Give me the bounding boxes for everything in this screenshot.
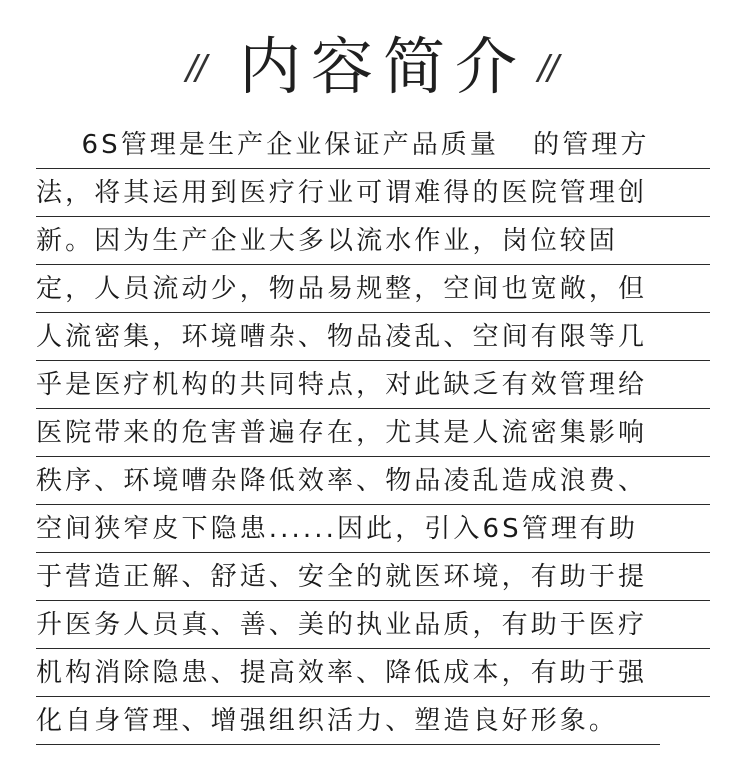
text-line: 定，人员流动少，物品易规整，空间也宽敞，但 xyxy=(36,265,710,313)
title-left-decoration: // xyxy=(186,48,205,88)
text-line: 于营造正解、舒适、安全的就医环境，有助于提 xyxy=(36,553,710,601)
text-line: 医院带来的危害普遍存在，尤其是人流密集影响 xyxy=(36,409,710,457)
page-title: 内容简介 xyxy=(238,30,527,103)
text-line: 化自身管理、增强组织活力、塑造良好形象。 xyxy=(36,697,660,745)
text-line: 机构消除隐患、提高效率、降低成本，有助于强 xyxy=(36,649,710,697)
text-line: 空间狭窄皮下隐患......因此，引入6S管理有助 xyxy=(36,505,710,553)
text-line: 法，将其运用到医疗行业可谓难得的医院管理创 xyxy=(36,169,710,217)
text-line: 秩序、环境嘈杂降低效率、物品凌乱造成浪费、 xyxy=(36,457,710,505)
text-line: 升医务人员真、善、美的执业品质，有助于医疗 xyxy=(36,601,710,649)
text-line: 6S管理是生产企业保证产品质量 的管理方 xyxy=(36,121,710,169)
text-line: 新。因为生产企业大多以流水作业，岗位较固 xyxy=(36,217,710,265)
introduction-text xyxy=(36,121,710,745)
title-right-decoration: // xyxy=(538,48,557,88)
text-line: 乎是医疗机构的共同特点，对此缺乏有效管理给 xyxy=(36,361,710,409)
text-line: 人流密集，环境嘈杂、物品凌乱、空间有限等几 xyxy=(36,313,710,361)
title-block xyxy=(0,22,750,112)
